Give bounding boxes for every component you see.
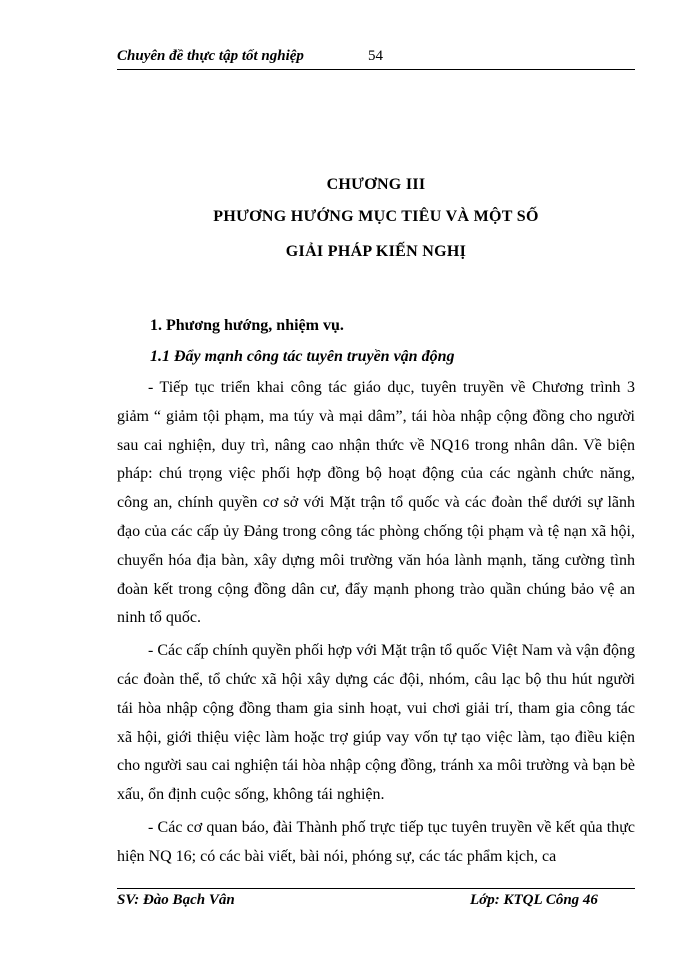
section-heading: 1. Phương hướng, nhiệm vụ.: [150, 317, 344, 334]
chapter-title-line2: GIẢI PHÁP KIẾN NGHỊ: [285, 243, 467, 260]
paragraph: - Tiếp tục triển khai công tác giáo dục, tuyên truyền về Chương trình 3 giảm “ giảm tội phạm, ma túy và mại dâm”, tái hòa nhập cộng đồng cho người sau cai nghiện, duy trì, nâng cao nhận thức về NQ16 trong nhân dân. Về biện pháp: chú trọng việc phối hợp đồng bộ hoạt động của các ngành chức năng, công an, chính quyền cơ sở với Mặt trận tổ quốc và các đoàn thể dưới sự lãnh đạo của các cấp ủy Đảng trong công tác phòng chống tội phạm và tệ nạn xã hội, chuyển hóa địa bàn, xây dựng môi trường văn hóa lành mạnh, tăng cường tình đoàn kết trong cộng đồng dân cư, đẩy mạnh phong trào quần chúng bảo vệ an ninh tổ quốc.: [117, 379, 635, 627]
footer-student: SV: Đào Bạch Vân: [117, 892, 235, 908]
footer-divider: [117, 888, 635, 889]
paragraph: - Các cấp chính quyền phối hợp với Mặt trận tổ quốc Việt Nam và vận động các đoàn thể, tổ chức xã hội xây dựng các đội, nhóm, câu lạc bộ thu hút người tái hòa nhập cộng đồng tham gia sinh hoạt, vui chơi giải trí, tham gia công tác xã hội, giới thiệu việc làm hoặc trợ giúp vay vốn tự tạo việc làm, tạo điều kiện cho người sau cai nghiện tái hòa nhập cộng đồng, tránh xa môi trường và bạn bè xấu, ổn định cuộc sống, không tái nghiện.: [117, 642, 635, 804]
page-header: [117, 48, 635, 70]
header-divider: [117, 69, 635, 70]
chapter-title-line1: PHƯƠNG HƯỚNG MỤC TIÊU VÀ MỘT SỐ: [213, 208, 539, 225]
subsection-heading: 1.1 Đẩy mạnh công tác tuyên truyền vận động: [150, 348, 455, 365]
chapter-number: CHƯƠNG III: [326, 176, 426, 193]
body-text: [117, 374, 635, 876]
footer-class: Lớp: KTQL Công 46: [470, 892, 598, 908]
header-title: Chuyên đề thực tập tốt nghiệp: [117, 48, 304, 64]
paragraph: - Các cơ quan báo, đài Thành phố trực tiếp tục tuyên truyền về kết qủa thực hiện NQ 16; có các bài viết, bài nói, phóng sự, các tác phẩm kịch, ca: [117, 818, 635, 865]
page-number: 54: [368, 48, 383, 64]
